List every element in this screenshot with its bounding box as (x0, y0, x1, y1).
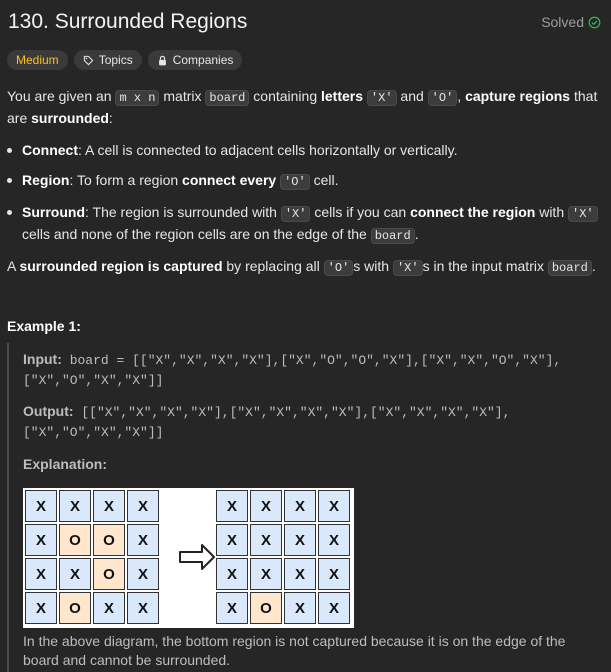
grid-cell: X (318, 558, 350, 590)
example-block (7, 343, 603, 672)
grid-cell: X (284, 558, 316, 590)
check-circle-icon (588, 16, 601, 29)
grid-cell: O (250, 592, 282, 624)
problem-description (7, 86, 603, 278)
solved-status (541, 14, 601, 30)
grid-cell: X (127, 490, 159, 522)
grid-cell: X (250, 558, 282, 590)
intro-paragraph: You are given an m x n matrix board containing letters 'X' and 'O' , capture regions that are surrounded: (7, 88, 598, 126)
grid-cell: X (318, 592, 350, 624)
output-value-line2: ["X","O","X","X"]] (23, 425, 164, 440)
grid-cell: X (25, 490, 57, 522)
right-arrow-icon (178, 543, 216, 571)
explanation-label: Explanation: (23, 456, 108, 472)
grid-cell: X (93, 592, 125, 624)
explanation-diagram (23, 488, 354, 628)
input-value-line1: board = [["X","X","X","X"],["X","O","O","X"],["X","X","O","X"], (69, 353, 562, 368)
grid-cell: X (216, 592, 248, 624)
grid-cell: X (318, 524, 350, 556)
difficulty-label: Medium (16, 53, 59, 67)
grid-cell: X (25, 524, 57, 556)
grid-cell: X (127, 592, 159, 624)
example-output (23, 401, 510, 443)
grid-cell: X (216, 524, 248, 556)
grid-cell: X (284, 592, 316, 624)
output-label: Output: (23, 403, 74, 419)
grid-cell: X (59, 490, 91, 522)
definition-list (7, 140, 603, 246)
grid-cell: X (93, 490, 125, 522)
grid-cell: O (93, 558, 125, 590)
grid-cell: X (59, 558, 91, 590)
companies-label: Companies (172, 53, 234, 67)
list-item: Connect: A cell is connected to adjacent cells horizontally or vertically. (22, 140, 603, 160)
tag-bar (7, 50, 242, 70)
grid-cell: X (250, 490, 282, 522)
grid-cell: X (127, 524, 159, 556)
topics-tag[interactable] (74, 50, 142, 70)
grid-cell: O (59, 592, 91, 624)
grid-cell: X (25, 592, 57, 624)
example-heading: Example 1: (7, 318, 81, 334)
grid-cell: X (318, 490, 350, 522)
problem-header (8, 8, 601, 38)
solved-label: Solved (541, 14, 584, 30)
grid-cell: X (216, 558, 248, 590)
list-item: Surround: The region is surrounded with 'X' cells if you can connect the region with 'X' cells and none of the region cells are on the edge of the board . (22, 202, 603, 246)
difficulty-tag[interactable] (7, 50, 68, 70)
grid-cell: X (25, 558, 57, 590)
lock-icon (157, 55, 168, 66)
grid-cell: X (284, 490, 316, 522)
topics-label: Topics (98, 53, 133, 67)
example-input (23, 349, 561, 391)
input-value-line2: ["X","O","X","X"]] (23, 373, 164, 388)
grid-cell: X (284, 524, 316, 556)
output-value-line1: [["X","X","X","X"],["X","X","X","X"],["X","X","X","X"], (81, 405, 511, 420)
grid-cell: O (93, 524, 125, 556)
grid-cell: X (250, 524, 282, 556)
grid-cell: O (59, 524, 91, 556)
before-grid (25, 490, 159, 624)
input-label: Input: (23, 351, 62, 367)
explanation-caption: In the above diagram, the bottom region is not captured because it is on the edge of the board and cannot be surrounded. (23, 633, 566, 668)
after-grid (216, 490, 350, 624)
grid-cell: X (216, 490, 248, 522)
list-item: Region: To form a region connect every 'O' cell. (22, 170, 603, 192)
companies-tag[interactable] (148, 50, 243, 70)
tag-icon (83, 55, 94, 66)
problem-title: 130. Surrounded Regions (8, 10, 248, 33)
capture-paragraph: A surrounded region is captured by replacing all 'O' s with 'X' s in the input matrix board . (7, 258, 596, 275)
grid-cell: X (127, 558, 159, 590)
